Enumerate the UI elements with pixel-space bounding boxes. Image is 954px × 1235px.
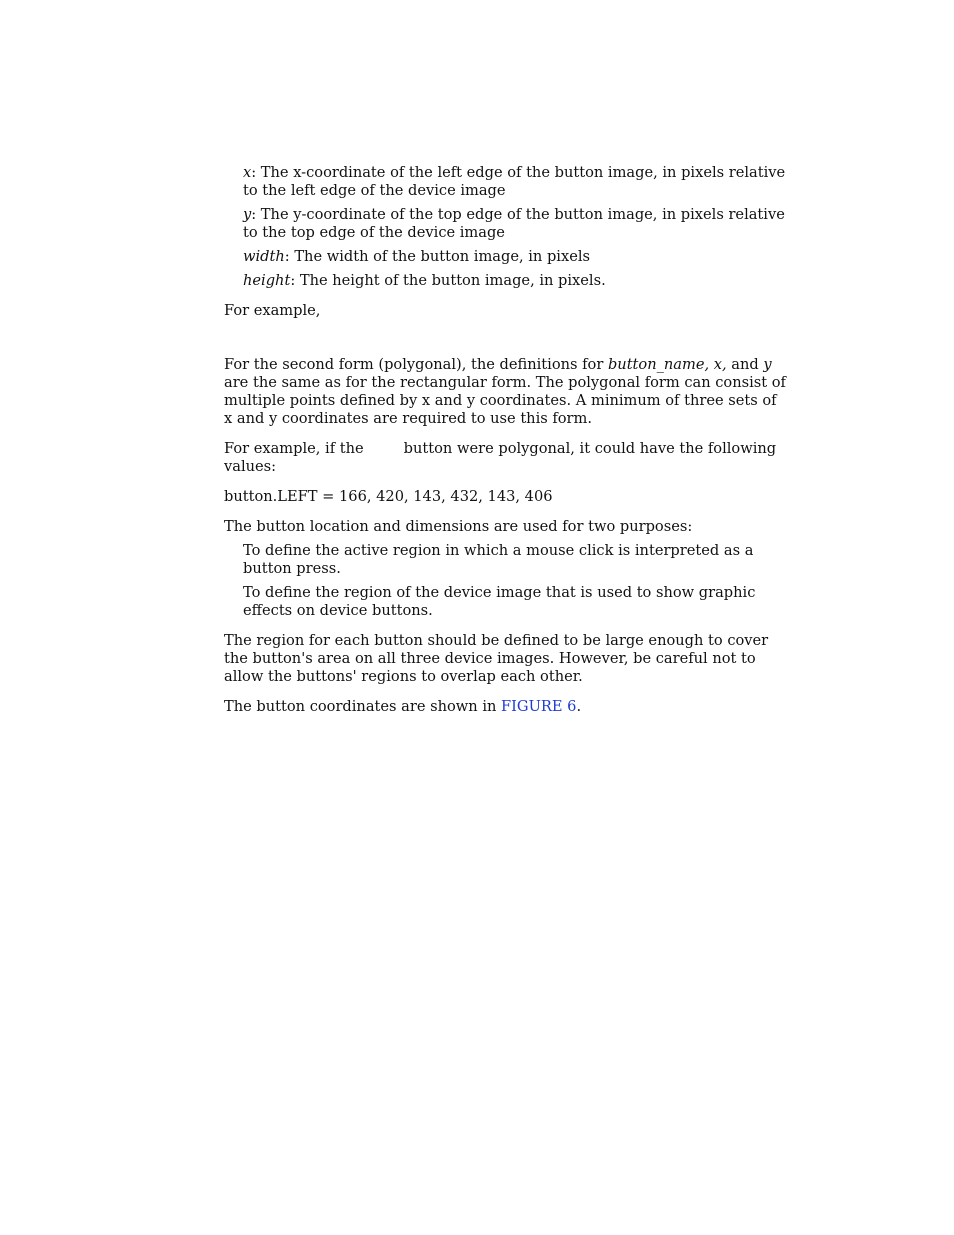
- polygon-example-paragraph: [224, 440, 786, 476]
- term-y: y: [243, 206, 252, 223]
- region-paragraph: The region for each button should be defined to be large enough to cover the button's area on all three device images. However, be careful not to allow the buttons' regions to overlap each other.: [224, 632, 769, 685]
- text-run: .: [576, 698, 582, 715]
- example-spacer: [224, 332, 786, 356]
- term-x: x: [243, 164, 252, 181]
- purpose-item: To define the active region in which a mouse click is interpreted as a button press.: [243, 542, 754, 577]
- coords-paragraph: [224, 698, 786, 716]
- definition-text: : The x-coordinate of the left edge of the button image, in pixels relative to the left edge of the device image: [243, 164, 786, 199]
- purpose-item: To define the region of the device image that is used to show graphic effects on device buttons.: [243, 584, 756, 619]
- text-run: For example, if the: [224, 440, 364, 457]
- text-run: and: [726, 356, 764, 373]
- text-run: The button coordinates are shown in: [224, 698, 502, 715]
- document-body: [224, 164, 786, 728]
- term-run: button_name, x,: [607, 356, 727, 373]
- text-run: are the same as for the rectangular form. The polygonal form can consist of multiple points defined by x and y coordinates. A minimum of three sets of x and y coordinates are required to use this form.: [224, 374, 786, 427]
- polygonal-paragraph: [224, 356, 786, 428]
- term-width: width: [243, 248, 285, 265]
- text-run: For the second form (polygonal), the definitions for: [224, 356, 608, 373]
- text-run: button were polygonal, it could have the following values:: [224, 440, 777, 475]
- definition-y: [243, 206, 786, 242]
- definition-width: [243, 248, 786, 266]
- definition-text: : The y-coordinate of the top edge of the button image, in pixels relative to the top edge of the device image: [243, 206, 785, 241]
- term-y-run: y: [763, 356, 772, 373]
- definition-height: [243, 272, 786, 290]
- purposes-intro: The button location and dimensions are used for two purposes:: [224, 518, 693, 535]
- term-height: height: [243, 272, 291, 289]
- figure-6-link[interactable]: FIGURE 6: [501, 698, 577, 715]
- code-line: button.LEFT = 166, 420, 143, 432, 143, 406: [224, 488, 553, 505]
- definition-text: : The width of the button image, in pixels: [284, 248, 590, 265]
- definition-x: [243, 164, 786, 200]
- for-example-text: For example,: [224, 302, 321, 319]
- definition-text: : The height of the button image, in pixels.: [290, 272, 606, 289]
